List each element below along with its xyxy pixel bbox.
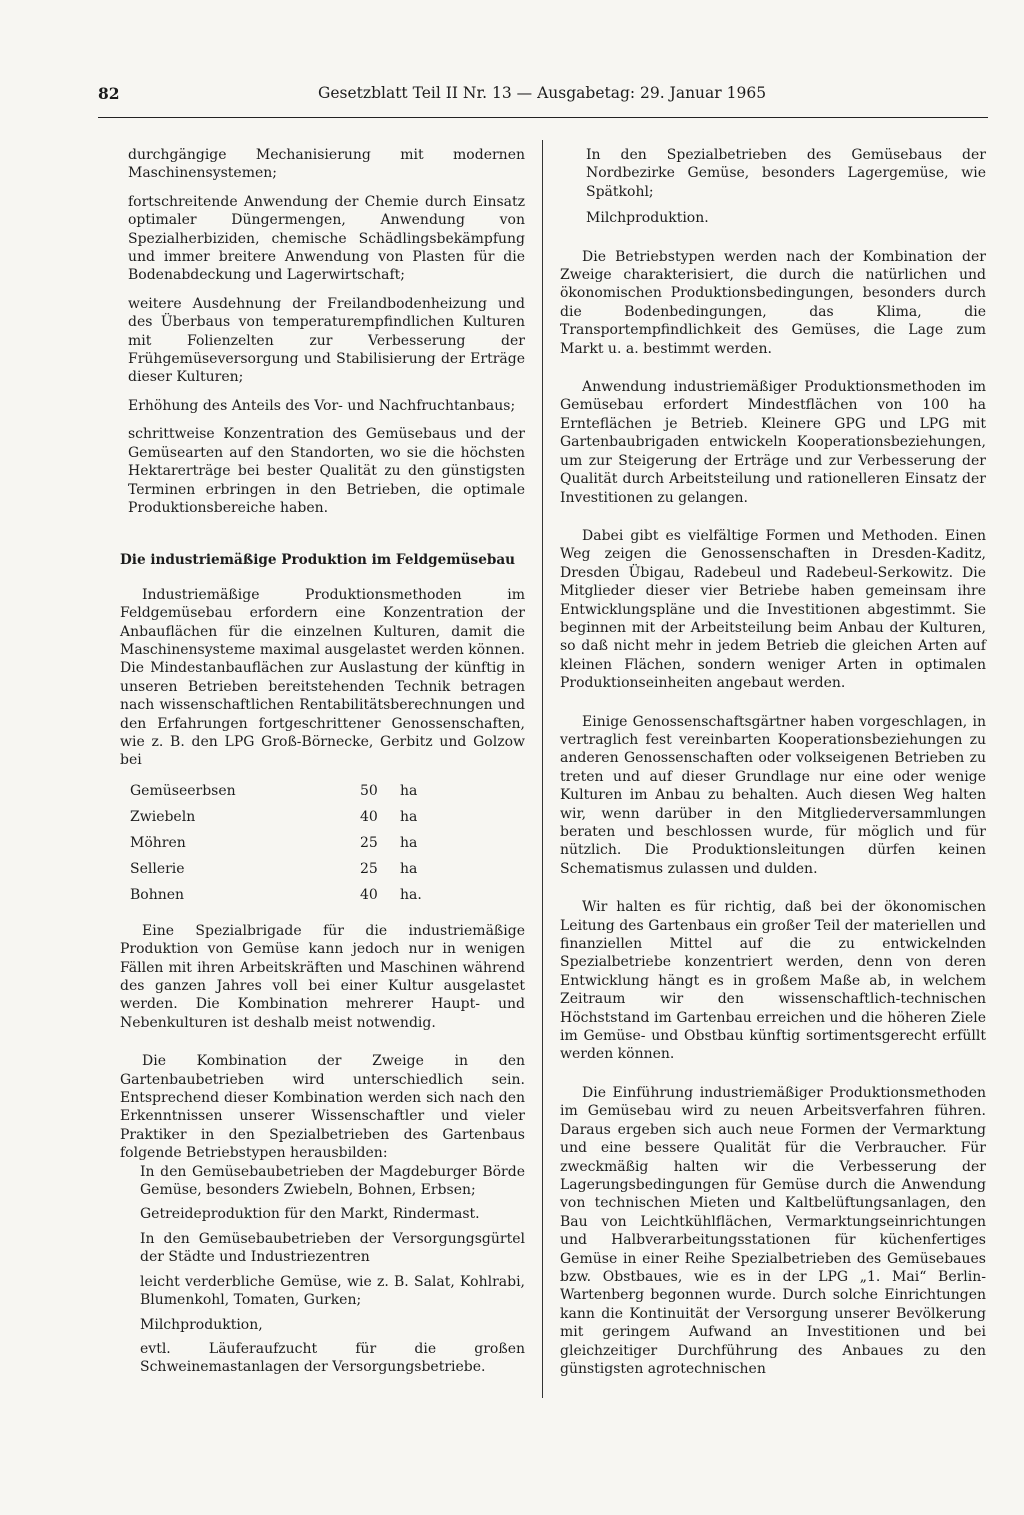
table-row	[130, 886, 450, 912]
area-unit: ha	[400, 860, 418, 877]
list-item: weitere Ausdehnung der Freilandbodenheizung und des Überbaus von temperaturempfindlichen Kulturen mit Folienzelten zur Verbesserung der Frühgemüseversorgung und Stabilisierung der Erträge dieser Kulturen;	[128, 295, 525, 386]
area-unit: ha.	[400, 886, 422, 903]
table-row	[130, 782, 450, 808]
area-unit: ha	[400, 782, 418, 799]
crop-name: Gemüseerbsen	[130, 782, 236, 799]
paragraph: Dabei gibt es vielfältige Formen und Methoden. Einen Weg zeigen die Genossenschaften in Dresden-Kaditz, Dresden Übigau, Radebeul und Radebeul-Serkowitz. Die Mitglieder dieser vier Betriebe haben gemeinsam ihre Entwicklungspläne und die Investitionen abgestimmt. Sie beginnen mit der Arbeitsteilung beim Anbau der Kulturen, so daß nicht mehr in jedem Betrieb die gleichen Arten auf kleinen Flächen, sondern weniger Arten in optimalen Produktionseinheiten angebaut werden.	[560, 527, 986, 692]
table-row	[130, 860, 450, 886]
crop-name: Bohnen	[130, 886, 185, 903]
area-amount: 40	[360, 808, 378, 825]
area-unit: ha	[400, 834, 418, 851]
list-item: In den Gemüsebaubetrieben der Magdeburger Börde Gemüse, besonders Zwiebeln, Bohnen, Erbsen;	[140, 1163, 525, 1199]
list-item: evtl. Läuferaufzucht für die großen Schweinemastanlagen der Versorgungsbetriebe.	[140, 1340, 525, 1376]
list-item: Erhöhung des Anteils des Vor- und Nachfruchtanbaus;	[128, 397, 516, 414]
list-item: durchgängige Mechanisierung mit modernen Maschinensystemen;	[128, 147, 525, 182]
running-title: Gesetzblatt Teil II Nr. 13 — Ausgabetag: 29. Januar 1965	[318, 84, 767, 102]
area-amount: 25	[360, 834, 378, 851]
area-amount: 25	[360, 860, 378, 877]
left-column	[120, 146, 525, 1383]
crop-name: Möhren	[130, 834, 186, 851]
paragraph: Industriemäßige Produktionsmethoden im Feldgemüsebau erfordern eine Konzentration der Anbauflächen für die einzelnen Kulturen, damit die Maschinensysteme maximal ausgelastet werden können. Die Mindestanbauflächen zur Auslastung der künftig in unseren Betrieben bereitstehenden Technik betragen nach wissenschaftlichen Rentabilitätsberechnungen und den Erfahrungen fortgeschrittener Genossenschaften, wie z. B. den LPG Groß-Börnecke, Gerbitz und Golzow bei	[120, 586, 525, 769]
list-item: Getreideproduktion für den Markt, Rindermast.	[140, 1206, 480, 1223]
right-column	[560, 146, 986, 1378]
list-item: fortschreitende Anwendung der Chemie durch Einsatz optimaler Düngermengen, Anwendung von Spezialherbiziden, chemische Schädlingsbekämpfung und immer breitere Anwendung von Plasten für die Bodenabdeckung und Lagerwirtschaft;	[128, 193, 525, 284]
paragraph: Die Einführung industriemäßiger Produktionsmethoden im Gemüsebau wird zu neuen Arbeitsverfahren führen. Daraus ergeben sich auch neue Formen der Vermarktung und eine bessere Qualität für die Verbraucher. Für zweckmäßig halten wir die Verbesserung der Lagerungsbedingungen für Gemüse durch die Anwendung von technischen Mieten und Kaltbelüftungsanlagen, den Bau von Leichtkühlflächen, Vermarktungseinrichtungen und Halbverarbeitungsstationen für küchenfertiges Gemüse in einer Reihe Spezialbetrieben des Gemüsebaues bzw. Obstbaues, wie es in der LPG „1. Mai“ Berlin-Wartenberg begonnen wurde. Durch solche Einrichtungen kann die Kontinuität der Versorgung unserer Bevölkerung mit geringem Aufwand an Investitionen und bei gleichzeitiger Durchführung des Anbaues zu den günstigsten agrotechnischen	[560, 1084, 986, 1377]
list-item: schrittweise Konzentration des Gemüsebaus und der Gemüsearten auf den Standorten, wo sie die höchsten Hektarerträge bei bester Qualität zu den günstigsten Terminen erbringen in den Betrieben, die optimale Produktionsbereiche haben.	[128, 426, 525, 516]
list-item: leicht verderbliche Gemüse, wie z. B. Salat, Kohlrabi, Blumenkohl, Tomaten, Gurken;	[140, 1273, 525, 1309]
paragraph: Die Kombination der Zweige in den Gartenbaubetrieben wird unterschiedlich sein. Entsprechend dieser Kombination werden sich nach den Erkenntnissen unserer Wissenschaftler und vieler Praktiker in den Spezialbetrieben des Gartenbaus folgende Betriebstypen herausbilden:	[120, 1053, 525, 1162]
table-row	[130, 834, 450, 860]
area-amount: 50	[360, 782, 378, 799]
page-header	[98, 84, 986, 112]
area-amount: 40	[360, 886, 378, 903]
list-item: Milchproduktion,	[140, 1316, 263, 1333]
section-heading: Die industriemäßige Produktion im Feldgemüsebau	[120, 552, 516, 569]
page-number: 82	[98, 84, 120, 103]
list-item: In den Spezialbetrieben des Gemüsebaus der Nordbezirke Gemüse, besonders Lagergemüse, wie Spätkohl;	[586, 147, 986, 200]
paragraph: Einige Genossenschaftsgärtner haben vorgeschlagen, in vertraglich fest vereinbarten Kooperationsbeziehungen zu anderen Genossenschaften oder volkseigenen Betrieben zu treten und auf dieser Grundlage nur eine oder wenige Kulturen im Anbau zu behalten. Auch diesen Weg halten wir, wenn darüber in den Mitgliederversammlungen beraten und beschlossen wurde, für möglich und für nützlich. Die Produktionsleitungen dürfen keinen Schematismus zulassen und dulden.	[560, 713, 986, 877]
header-rule	[98, 117, 988, 118]
table-row	[130, 808, 450, 834]
column-divider	[542, 140, 543, 1398]
crop-name: Zwiebeln	[130, 808, 196, 825]
paragraph: Wir halten es für richtig, daß bei der ökonomischen Leitung des Gartenbaus ein großer Teil der materiellen und finanziellen Mittel auf die zu entwickelnden Spezialbetriebe konzentriert werden, denn von deren Entwicklung hängt es in großem Maße ab, in welchem Zeitraum wir den wissenschaftlich-technischen Höchststand im Gartenbau erreichen und die höheren Ziele im Gemüse- und Obstbau künftig sortimentsgerecht erfüllt werden können.	[560, 899, 986, 1063]
list-item: In den Gemüsebaubetrieben der Versorgungsgürtel der Städte und Industriezentren	[140, 1230, 525, 1266]
paragraph: Die Betriebstypen werden nach der Kombination der Zweige charakterisiert, die durch die natürlichen und ökonomischen Produktionsbedingungen, besonders durch die Bodenbedingungen, das Klima, die Transportempfindlichkeit des Gemüses, die Lage zum Markt u. a. bestimmt werden.	[560, 248, 986, 357]
area-unit: ha	[400, 808, 418, 825]
crop-name: Sellerie	[130, 860, 185, 877]
minimum-area-table	[130, 782, 450, 912]
paragraph: Anwendung industriemäßiger Produktionsmethoden im Gemüsebau erfordert Mindestflächen von 100 ha Ernteflächen je Betrieb. Kleinere GPG und LPG mit Gartenbaubrigaden entwickeln Kooperationsbeziehungen, um zur Steigerung der Erträge und zur Verbesserung der Qualität durch Arbeitsteilung und rationelleren Einsatz der Investitionen zu gelangen.	[560, 379, 986, 506]
list-item: Milchproduktion.	[586, 210, 709, 227]
paragraph: Eine Spezialbrigade für die industriemäßige Produktion von Gemüse kann jedoch nur in wenigen Fällen mit ihren Arbeitskräften und Maschinen während des ganzen Jahres voll bei einer Kultur ausgelastet werden. Die Kombination mehrerer Haupt- und Nebenkulturen ist deshalb meist notwendig.	[120, 922, 525, 1031]
